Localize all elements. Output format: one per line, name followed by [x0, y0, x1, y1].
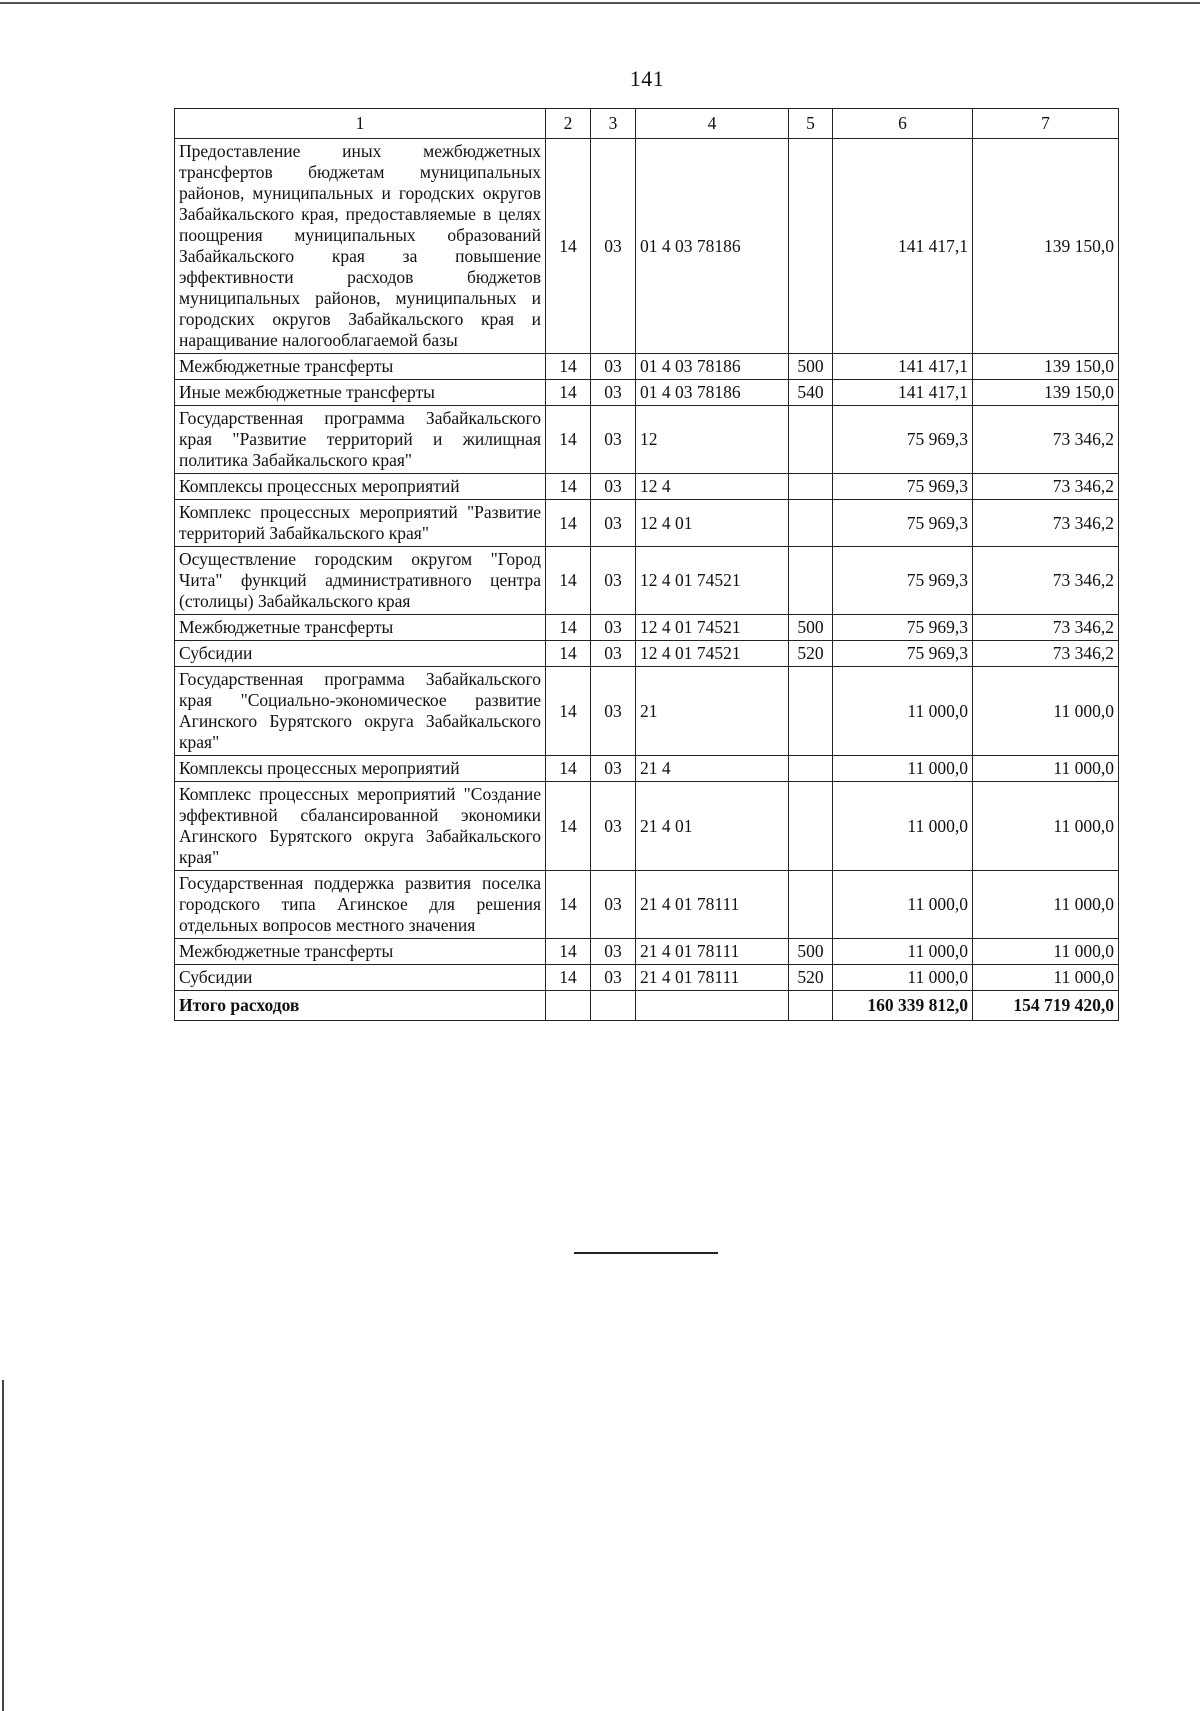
row-section-cell: 14: [546, 667, 591, 756]
row-section-cell: 14: [546, 500, 591, 547]
row-section-cell: 14: [546, 965, 591, 991]
row-sum-1-cell: 11 000,0: [833, 965, 973, 991]
row-name-cell: Государственная программа Забайкальского края "Социально-экономическое развитие Агинского Бурятского округа Забайкальского края": [175, 667, 546, 756]
row-sum-1-cell: 141 417,1: [833, 380, 973, 406]
end-of-document-line: [574, 1252, 718, 1254]
row-target-article-cell: 12 4: [636, 474, 789, 500]
row-sum-2-cell: 73 346,2: [973, 641, 1119, 667]
row-target-article-cell: 21 4 01 78111: [636, 939, 789, 965]
table-cell-empty: [591, 991, 636, 1021]
table-row: [175, 406, 1119, 474]
row-sum-1-cell: 141 417,1: [833, 139, 973, 354]
page-number: 141: [629, 66, 665, 91]
row-target-article-cell: 12: [636, 406, 789, 474]
row-expense-type-cell: 500: [789, 354, 833, 380]
header-col-1: 1: [175, 109, 546, 139]
row-section-cell: 14: [546, 354, 591, 380]
row-name-cell: Комплексы процессных мероприятий: [175, 756, 546, 782]
row-subsection-cell: 03: [591, 380, 636, 406]
row-sum-2-cell: 139 150,0: [973, 380, 1119, 406]
row-subsection-cell: 03: [591, 547, 636, 615]
row-expense-type-cell: 520: [789, 965, 833, 991]
row-sum-1-cell: 75 969,3: [833, 406, 973, 474]
row-target-article-cell: 21: [636, 667, 789, 756]
row-name-cell: Межбюджетные трансферты: [175, 939, 546, 965]
table-row: [175, 354, 1119, 380]
row-name-cell: Комплексы процессных мероприятий: [175, 474, 546, 500]
total-row: [175, 991, 1119, 1021]
row-subsection-cell: 03: [591, 641, 636, 667]
row-subsection-cell: 03: [591, 615, 636, 641]
row-sum-2-cell: 11 000,0: [973, 667, 1119, 756]
row-sum-1-cell: 11 000,0: [833, 939, 973, 965]
table-row: [175, 500, 1119, 547]
row-name-cell: Субсидии: [175, 965, 546, 991]
row-name-cell: Государственная программа Забайкальского края "Развитие территорий и жилищная политика Забайкальского края": [175, 406, 546, 474]
row-target-article-cell: 12 4 01 74521: [636, 547, 789, 615]
row-subsection-cell: 03: [591, 756, 636, 782]
row-subsection-cell: 03: [591, 500, 636, 547]
row-section-cell: 14: [546, 756, 591, 782]
row-target-article-cell: 12 4 01 74521: [636, 615, 789, 641]
table-cell-empty: [789, 991, 833, 1021]
header-col-6: 6: [833, 109, 973, 139]
row-target-article-cell: 12 4 01 74521: [636, 641, 789, 667]
row-target-article-cell: 01 4 03 78186: [636, 380, 789, 406]
row-sum-2-cell: 73 346,2: [973, 474, 1119, 500]
table-header-row: [175, 109, 1119, 139]
row-subsection-cell: 03: [591, 871, 636, 939]
row-name-cell: Межбюджетные трансферты: [175, 354, 546, 380]
page-left-edge-line: [2, 1380, 4, 1711]
row-target-article-cell: 21 4 01 78111: [636, 965, 789, 991]
row-section-cell: 14: [546, 939, 591, 965]
row-section-cell: 14: [546, 139, 591, 354]
row-section-cell: 14: [546, 615, 591, 641]
row-name-cell: Субсидии: [175, 641, 546, 667]
row-expense-type-cell: 540: [789, 380, 833, 406]
header-col-4: 4: [636, 109, 789, 139]
total-label: Итого расходов: [175, 991, 546, 1021]
row-expense-type-cell: 520: [789, 641, 833, 667]
page-top-edge-line: [0, 2, 1200, 4]
row-section-cell: 14: [546, 380, 591, 406]
row-expense-type-cell: 500: [789, 939, 833, 965]
row-sum-2-cell: 73 346,2: [973, 406, 1119, 474]
total-sum-2: 154 719 420,0: [973, 991, 1119, 1021]
table-row: [175, 615, 1119, 641]
row-subsection-cell: 03: [591, 139, 636, 354]
row-target-article-cell: 01 4 03 78186: [636, 354, 789, 380]
row-subsection-cell: 03: [591, 667, 636, 756]
row-section-cell: 14: [546, 782, 591, 871]
table-body: [175, 139, 1119, 1021]
row-sum-2-cell: 11 000,0: [973, 939, 1119, 965]
table-row: [175, 965, 1119, 991]
row-sum-1-cell: 11 000,0: [833, 871, 973, 939]
row-target-article-cell: 01 4 03 78186: [636, 139, 789, 354]
row-name-cell: Осуществление городским округом "Город Чита" функций административного центра (столицы) Забайкальского края: [175, 547, 546, 615]
row-sum-2-cell: 73 346,2: [973, 547, 1119, 615]
row-expense-type-cell: [789, 500, 833, 547]
row-expense-type-cell: [789, 756, 833, 782]
row-subsection-cell: 03: [591, 939, 636, 965]
table-row: [175, 667, 1119, 756]
row-sum-1-cell: 141 417,1: [833, 354, 973, 380]
row-section-cell: 14: [546, 871, 591, 939]
row-name-cell: Государственная поддержка развития поселка городского типа Агинское для решения отдельных вопросов местного значения: [175, 871, 546, 939]
total-sum-1: 160 339 812,0: [833, 991, 973, 1021]
row-sum-2-cell: 11 000,0: [973, 782, 1119, 871]
row-sum-1-cell: 11 000,0: [833, 667, 973, 756]
header-col-5: 5: [789, 109, 833, 139]
row-expense-type-cell: [789, 782, 833, 871]
table-row: [175, 756, 1119, 782]
header-col-2: 2: [546, 109, 591, 139]
row-name-cell: Комплекс процессных мероприятий "Создание эффективной сбалансированной экономики Агинского Бурятского округа Забайкальского края": [175, 782, 546, 871]
row-sum-1-cell: 75 969,3: [833, 641, 973, 667]
row-expense-type-cell: [789, 547, 833, 615]
row-section-cell: 14: [546, 474, 591, 500]
table-row: [175, 939, 1119, 965]
table-row: [175, 871, 1119, 939]
row-expense-type-cell: 500: [789, 615, 833, 641]
row-name-cell: Иные межбюджетные трансферты: [175, 380, 546, 406]
row-section-cell: 14: [546, 641, 591, 667]
row-subsection-cell: 03: [591, 965, 636, 991]
row-expense-type-cell: [789, 667, 833, 756]
table-row: [175, 782, 1119, 871]
table-row: [175, 641, 1119, 667]
row-subsection-cell: 03: [591, 406, 636, 474]
row-subsection-cell: 03: [591, 782, 636, 871]
row-sum-1-cell: 75 969,3: [833, 500, 973, 547]
row-expense-type-cell: [789, 139, 833, 354]
row-target-article-cell: 21 4 01: [636, 782, 789, 871]
row-sum-1-cell: 11 000,0: [833, 756, 973, 782]
table-row: [175, 474, 1119, 500]
row-sum-2-cell: 11 000,0: [973, 756, 1119, 782]
row-sum-2-cell: 73 346,2: [973, 615, 1119, 641]
row-sum-1-cell: 75 969,3: [833, 615, 973, 641]
row-section-cell: 14: [546, 406, 591, 474]
row-sum-1-cell: 75 969,3: [833, 547, 973, 615]
header-col-7: 7: [973, 109, 1119, 139]
header-col-3: 3: [591, 109, 636, 139]
table-cell-empty: [546, 991, 591, 1021]
row-subsection-cell: 03: [591, 354, 636, 380]
row-expense-type-cell: [789, 871, 833, 939]
table-cell-empty: [636, 991, 789, 1021]
row-target-article-cell: 21 4: [636, 756, 789, 782]
row-name-cell: Предоставление иных межбюджетных трансфертов бюджетам муниципальных районов, муниципальных и городских округов Забайкальского края, предоставляемые в целях поощрения муниципальных образований Забайкальского края за повышение эффективности расходов бюджетов муниципальных районов, муниципальных и городских округов Забайкальского края и наращивание налогооблагаемой базы: [175, 139, 546, 354]
table-row: [175, 547, 1119, 615]
row-sum-1-cell: 11 000,0: [833, 782, 973, 871]
table-row: [175, 139, 1119, 354]
row-expense-type-cell: [789, 406, 833, 474]
row-name-cell: Комплекс процессных мероприятий "Развитие территорий Забайкальского края": [175, 500, 546, 547]
row-section-cell: 14: [546, 547, 591, 615]
row-target-article-cell: 12 4 01: [636, 500, 789, 547]
row-sum-1-cell: 75 969,3: [833, 474, 973, 500]
table-row: [175, 380, 1119, 406]
row-sum-2-cell: 139 150,0: [973, 354, 1119, 380]
row-subsection-cell: 03: [591, 474, 636, 500]
row-expense-type-cell: [789, 474, 833, 500]
row-sum-2-cell: 11 000,0: [973, 965, 1119, 991]
budget-table: [174, 108, 1119, 1021]
row-sum-2-cell: 11 000,0: [973, 871, 1119, 939]
row-sum-2-cell: 139 150,0: [973, 139, 1119, 354]
row-name-cell: Межбюджетные трансферты: [175, 615, 546, 641]
row-sum-2-cell: 73 346,2: [973, 500, 1119, 547]
row-target-article-cell: 21 4 01 78111: [636, 871, 789, 939]
